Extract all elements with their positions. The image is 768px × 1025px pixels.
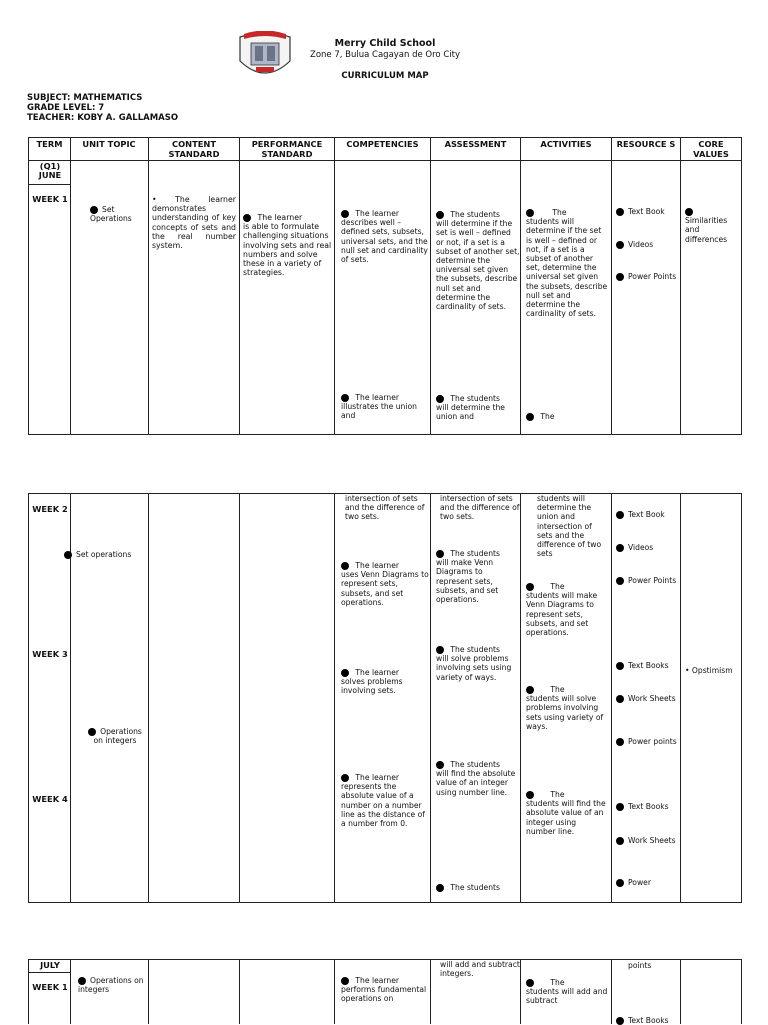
school-name: Merry Child School [334, 38, 436, 49]
bullet-icon [90, 206, 98, 214]
activity-item: The students will add and subtract [526, 978, 608, 1006]
bullet-icon [341, 669, 349, 677]
competency-item: The learner illustrates the union and [341, 393, 417, 421]
bullet-icon [436, 884, 444, 892]
resource-item: Text Books [616, 661, 680, 670]
resource-item: Text Book [616, 510, 680, 519]
col-header-content: CONTENT STANDARD [168, 139, 220, 159]
unit-topic: Operations on integers [84, 727, 146, 745]
resource-continued: points [628, 961, 652, 970]
activity-item: The students will solve problems involving sets using variety of ways. [526, 685, 604, 731]
resource-item: Power [616, 878, 680, 887]
bullet-icon [243, 214, 251, 222]
bullet-icon [616, 208, 624, 216]
bullet-icon [616, 738, 624, 746]
unit-topic: Set operations [64, 550, 148, 559]
col-header-activities: ACTIVITIES [540, 139, 592, 149]
bullet-icon [616, 837, 624, 845]
core-value: Similarities and differences [685, 207, 739, 244]
activity-item: The [526, 412, 608, 421]
term-cell: JULY [40, 960, 60, 970]
bullet-icon [436, 211, 444, 219]
bullet-icon [341, 977, 349, 985]
competency-item: The learner describes well – defined sets, subsets, universal sets, and the null set and cardinality of sets. [341, 209, 428, 265]
bullet-icon [526, 209, 534, 217]
bullet-icon [685, 208, 693, 216]
activity-continued: students will determine the union and intersection of sets and the difference of two sets [537, 494, 602, 559]
bullet-icon [616, 662, 624, 670]
bullet-icon [78, 977, 86, 985]
resource-item: Videos [616, 543, 680, 552]
bullet-icon [616, 879, 624, 887]
activity-item: The students will make Venn Diagrams to represent sets, subsets, and set operations. [526, 582, 598, 638]
activity-item: The students will find the absolute value of an integer using number line. [526, 790, 606, 836]
col-header-resources: RESOURCE S [616, 139, 676, 149]
bullet-icon [616, 273, 624, 281]
bullet-icon [616, 577, 624, 585]
bullet-icon [436, 761, 444, 769]
resource-item: Text Books [616, 1016, 680, 1025]
col-header-term: TERM [36, 139, 63, 149]
col-header-performance: PERFORMANCE STANDARD [251, 139, 323, 159]
bullet-icon [526, 791, 534, 799]
assessment-continued: will add and subtract integers. [440, 960, 520, 979]
competency-item: The learner performs fundamental operations on [341, 976, 427, 1004]
teacher-line: TEACHER: KOBY A. GALLAMASO [27, 113, 179, 123]
col-header-unit: UNIT TOPIC [82, 139, 136, 149]
school-logo [236, 31, 294, 79]
unit-topic: Set Operations [90, 205, 132, 224]
assessment-item: The students will make Venn Diagrams to represent sets, subsets, and set operations. [436, 549, 500, 605]
grade-line: GRADE LEVEL: 7 [27, 103, 105, 113]
col-header-values: CORE VALUES [693, 139, 729, 159]
assessment-item: The students [436, 883, 520, 892]
week-label: WEEK 4 [32, 794, 68, 804]
bullet-icon [64, 551, 72, 559]
school-address: Zone 7, Bulua Cagayan de Oro City [310, 50, 460, 60]
resource-item: Power Points [616, 576, 680, 585]
assessment-item: The students will find the absolute value of an integer using number line. [436, 760, 516, 797]
subject-line: SUBJECT: MATHEMATICS [27, 93, 143, 103]
bullet-icon [526, 979, 534, 987]
resource-item: Power Points [616, 272, 680, 281]
col-header-assessment: ASSESSMENT [444, 139, 507, 149]
week-label: WEEK 2 [32, 504, 68, 514]
unit-topic: Operations on integers [78, 976, 144, 995]
bullet-icon [616, 241, 624, 249]
bullet-icon [526, 413, 534, 421]
bullet-icon [88, 728, 96, 736]
bullet-icon [616, 511, 624, 519]
resource-item: Power points [616, 737, 680, 746]
competency-item: The learner represents the absolute value of a number on a number line as the distance of a number from 0. [341, 773, 425, 829]
bullet-icon [526, 686, 534, 694]
bullet-icon [341, 210, 349, 218]
resource-item: Videos [616, 240, 680, 249]
term-cell: (Q1) JUNE [38, 161, 62, 181]
core-value: • Opstimism [685, 666, 733, 675]
competency-item: The learner solves problems involving sets. [341, 668, 403, 696]
resource-item: Work Sheets [616, 694, 680, 703]
assessment-item: The students will determine if the set is well – defined or not, if a set is a subset of another set, determine the universal set given the subsets, describe null set and determine the cardinality of sets. [436, 210, 520, 312]
resource-item: Work Sheets [616, 836, 680, 845]
bullet-icon [616, 695, 624, 703]
bullet-icon [526, 583, 534, 591]
week-label: WEEK 1 [32, 194, 68, 204]
competency-item: The learner uses Venn Diagrams to represent sets, subsets, and set operations. [341, 561, 429, 607]
content-standard: • The learner demonstrates understanding of key concepts of sets and the real number system. [152, 195, 236, 251]
bullet-icon [436, 395, 444, 403]
bullet-icon [341, 562, 349, 570]
col-header-competencies: COMPETENCIES [346, 139, 419, 149]
performance-standard: The learner is able to formulate challenging situations involving sets and real numbers and solve these in a variety of strategies. [243, 213, 332, 278]
bullet-icon [341, 774, 349, 782]
bullet-icon [436, 550, 444, 558]
bullet-icon [341, 394, 349, 402]
bullet-icon [436, 646, 444, 654]
resource-item: Text Book [616, 207, 680, 216]
bullet-icon [616, 544, 624, 552]
document-title: CURRICULUM MAP [341, 71, 429, 81]
week-label: WEEK 1 [32, 982, 68, 992]
competency-continued: intersection of sets and the difference of two sets. [345, 494, 425, 522]
assessment-item: The students will solve problems involving sets using variety of ways. [436, 645, 512, 682]
week-label: WEEK 3 [32, 649, 68, 659]
bullet-icon [616, 803, 624, 811]
activity-item: The students will determine if the set is well – defined or not, if a set is a subset of another set, determine the universal set given the subsets, describe null set and determine the cardinality of sets. [526, 208, 608, 319]
assessment-item: The students will determine the union and [436, 394, 505, 422]
resource-item: Text Books [616, 802, 680, 811]
assessment-continued: intersection of sets and the difference of two sets. [440, 494, 520, 522]
